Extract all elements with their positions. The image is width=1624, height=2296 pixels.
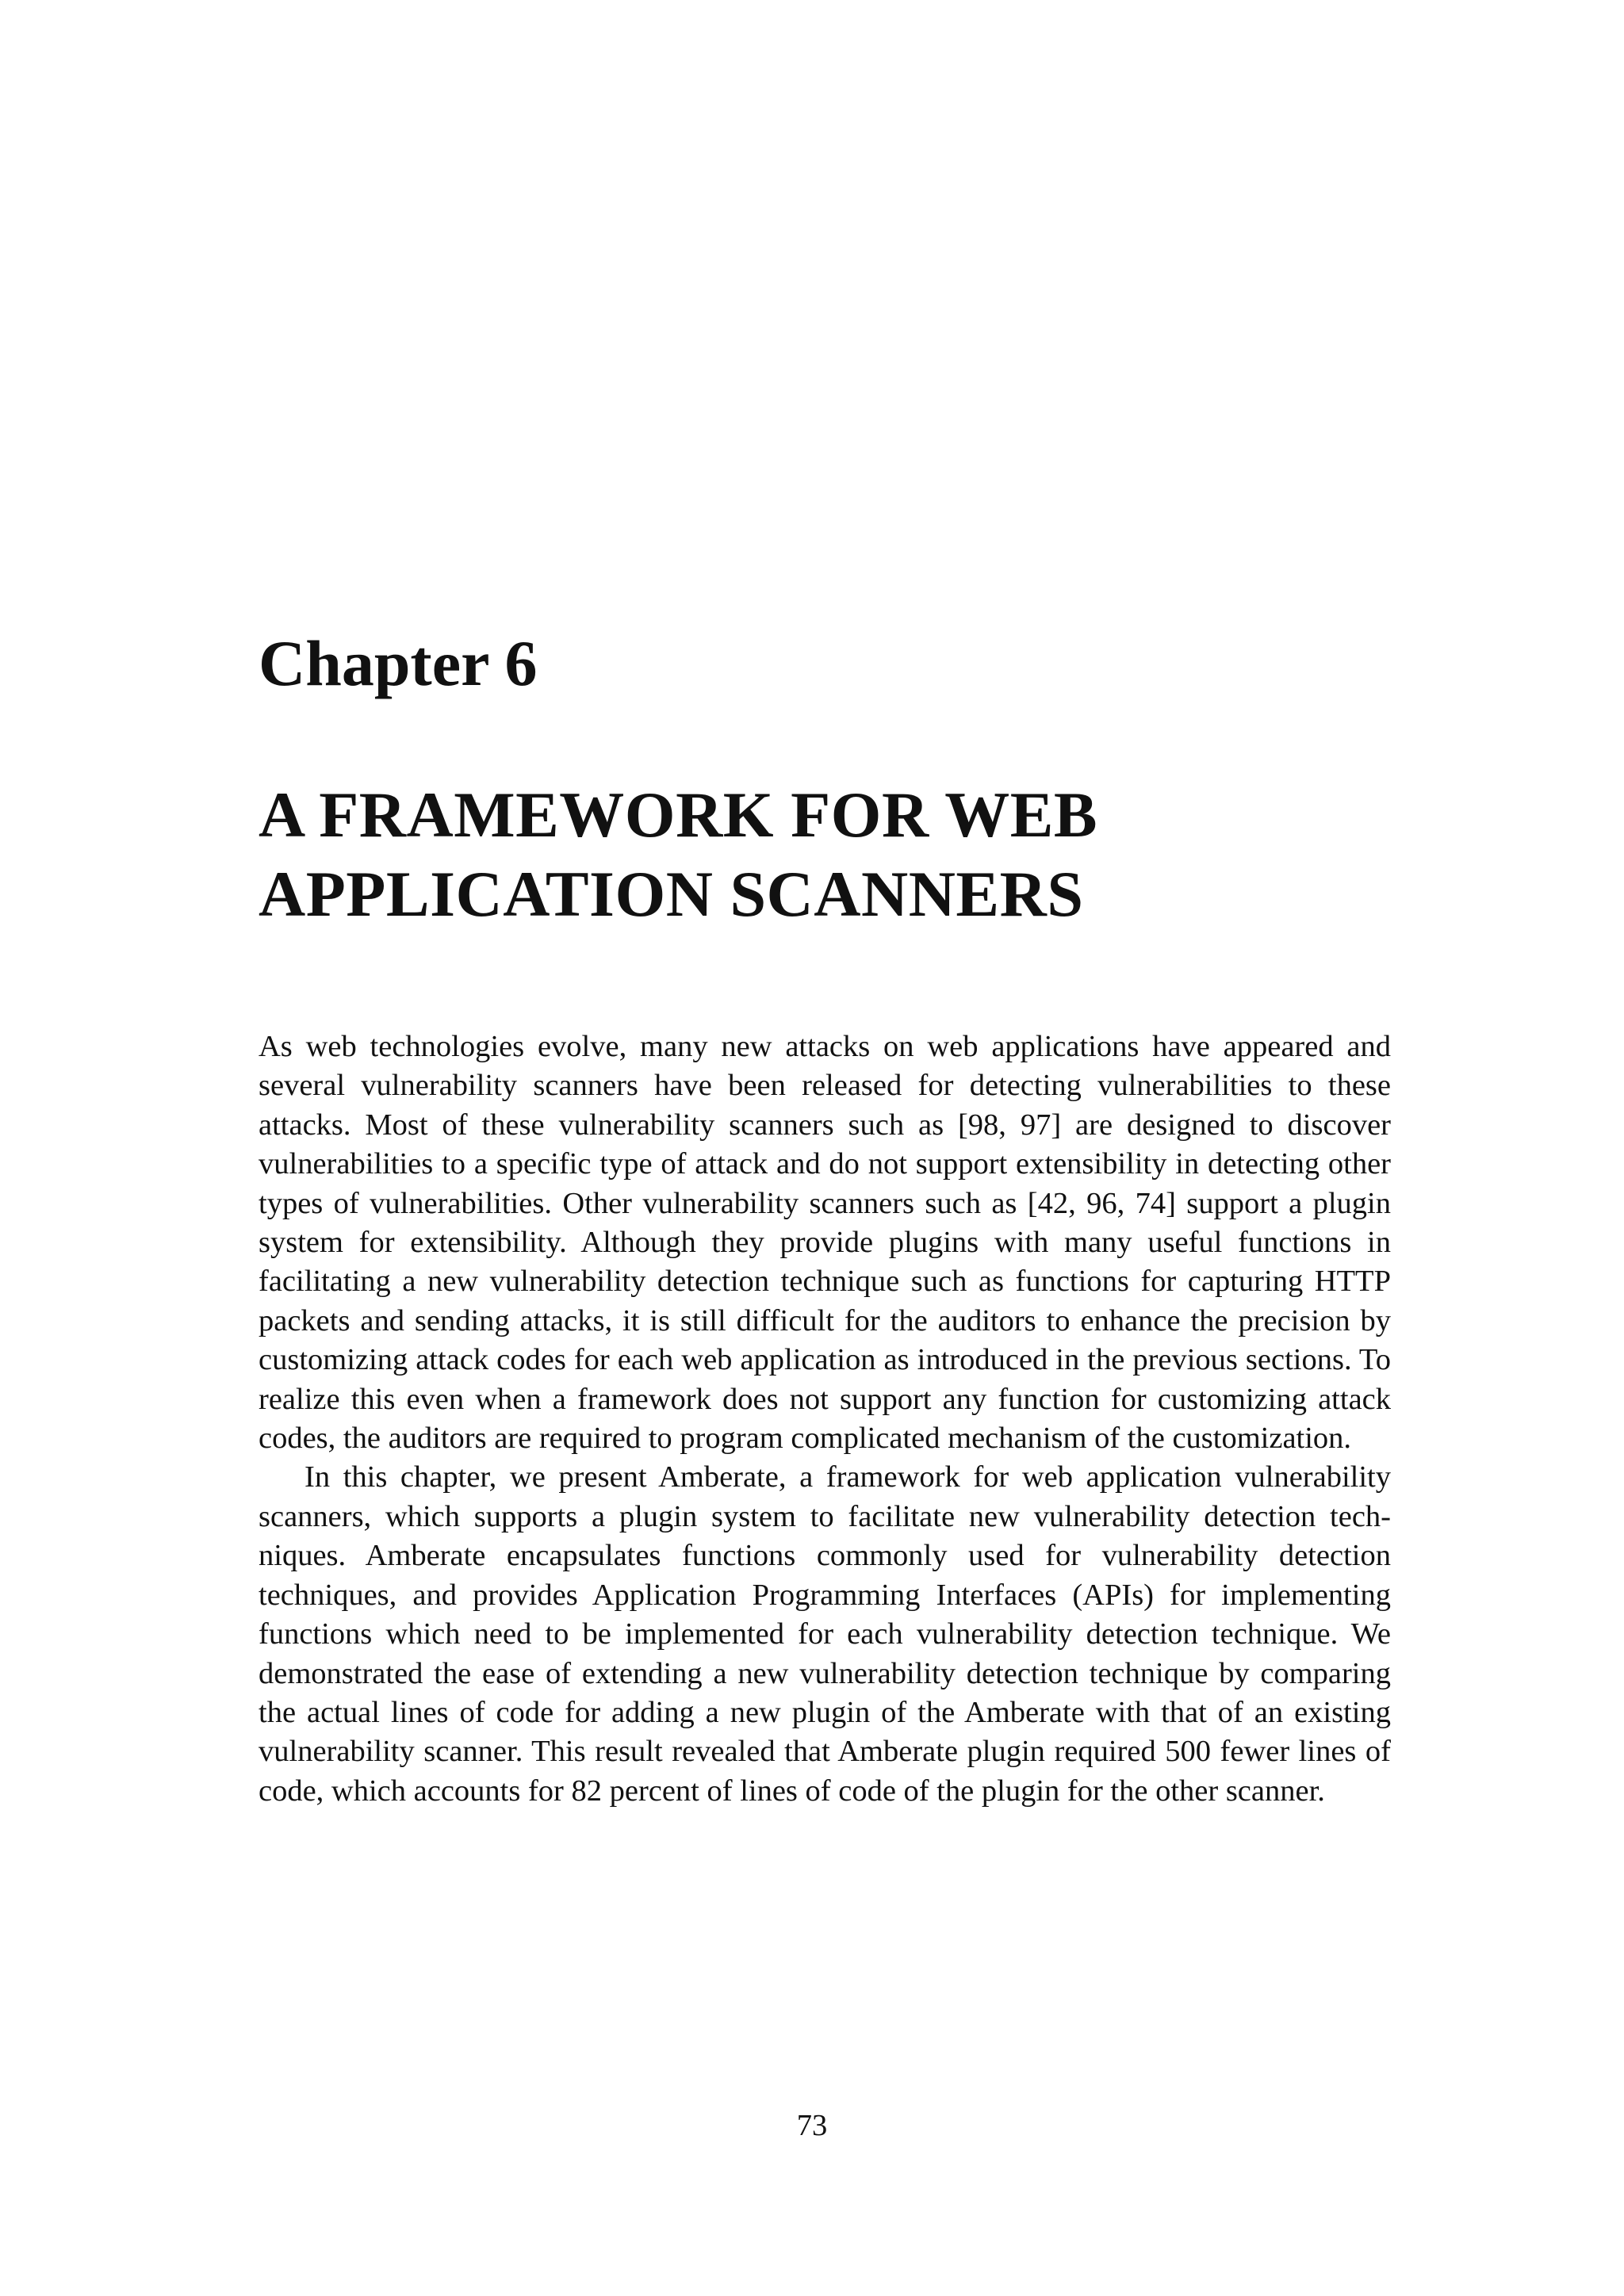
chapter-title-line-1: A FRAMEWORK FOR WEB xyxy=(259,779,1098,851)
chapter-title-line-2: APPLICATION SCANNERS xyxy=(259,858,1084,930)
body-text xyxy=(259,1027,1391,1811)
chapter-label: Chapter 6 xyxy=(259,627,538,699)
paragraph-overview: In this chapter, we present Amberate, a framework for web application vulnerability scanners, which supports a plugin system to facilitate new vulnerability detection techniques. Amberate encapsulates functions commonly used for vulnerability detection techniques, and provides Application Programming Interfaces (APIs) for implementing functions which need to be implemented for each vulnerability detection technique. We demonstrated the ease of extending a new vulnerability detection technique by comparing the actual lines of code for adding a new plugin of the Amberate with that of an existing vulnerability scanner. This result revealed that Amberate plugin required 500 fewer lines of code, which accounts for 82 percent of lines of code of the plugin for the other scanner. xyxy=(259,1460,1391,1808)
page-number: 73 xyxy=(796,2109,828,2142)
chapter-title xyxy=(259,775,1448,934)
paragraph-intro: As web technologies evolve, many new attacks on web applications have appeared and several vulnerability scanners have been released for detecting vulnerabilities to these attacks. Most of these vulnerability scanners such as [98, 97] are designed to discover vulnerabilities to a specific type of attack and do not support extensibility in detecting other types of vulnerabilities. Other vulnerability scanners such as [42, 96, 74] support a plugin system for extensibility. Although they provide plugins with many useful functions in facilitating a new vulnerability detection technique such as functions for capturing HTTP packets and sending attacks, it is still difficult for the auditors to enhance the precision by customizing attack codes for each web application as introduced in the previous sections. To realize this even when a framework does not support any function for customizing attack codes, the auditors are required to program complicated mechanism of the customization. xyxy=(259,1030,1391,1456)
